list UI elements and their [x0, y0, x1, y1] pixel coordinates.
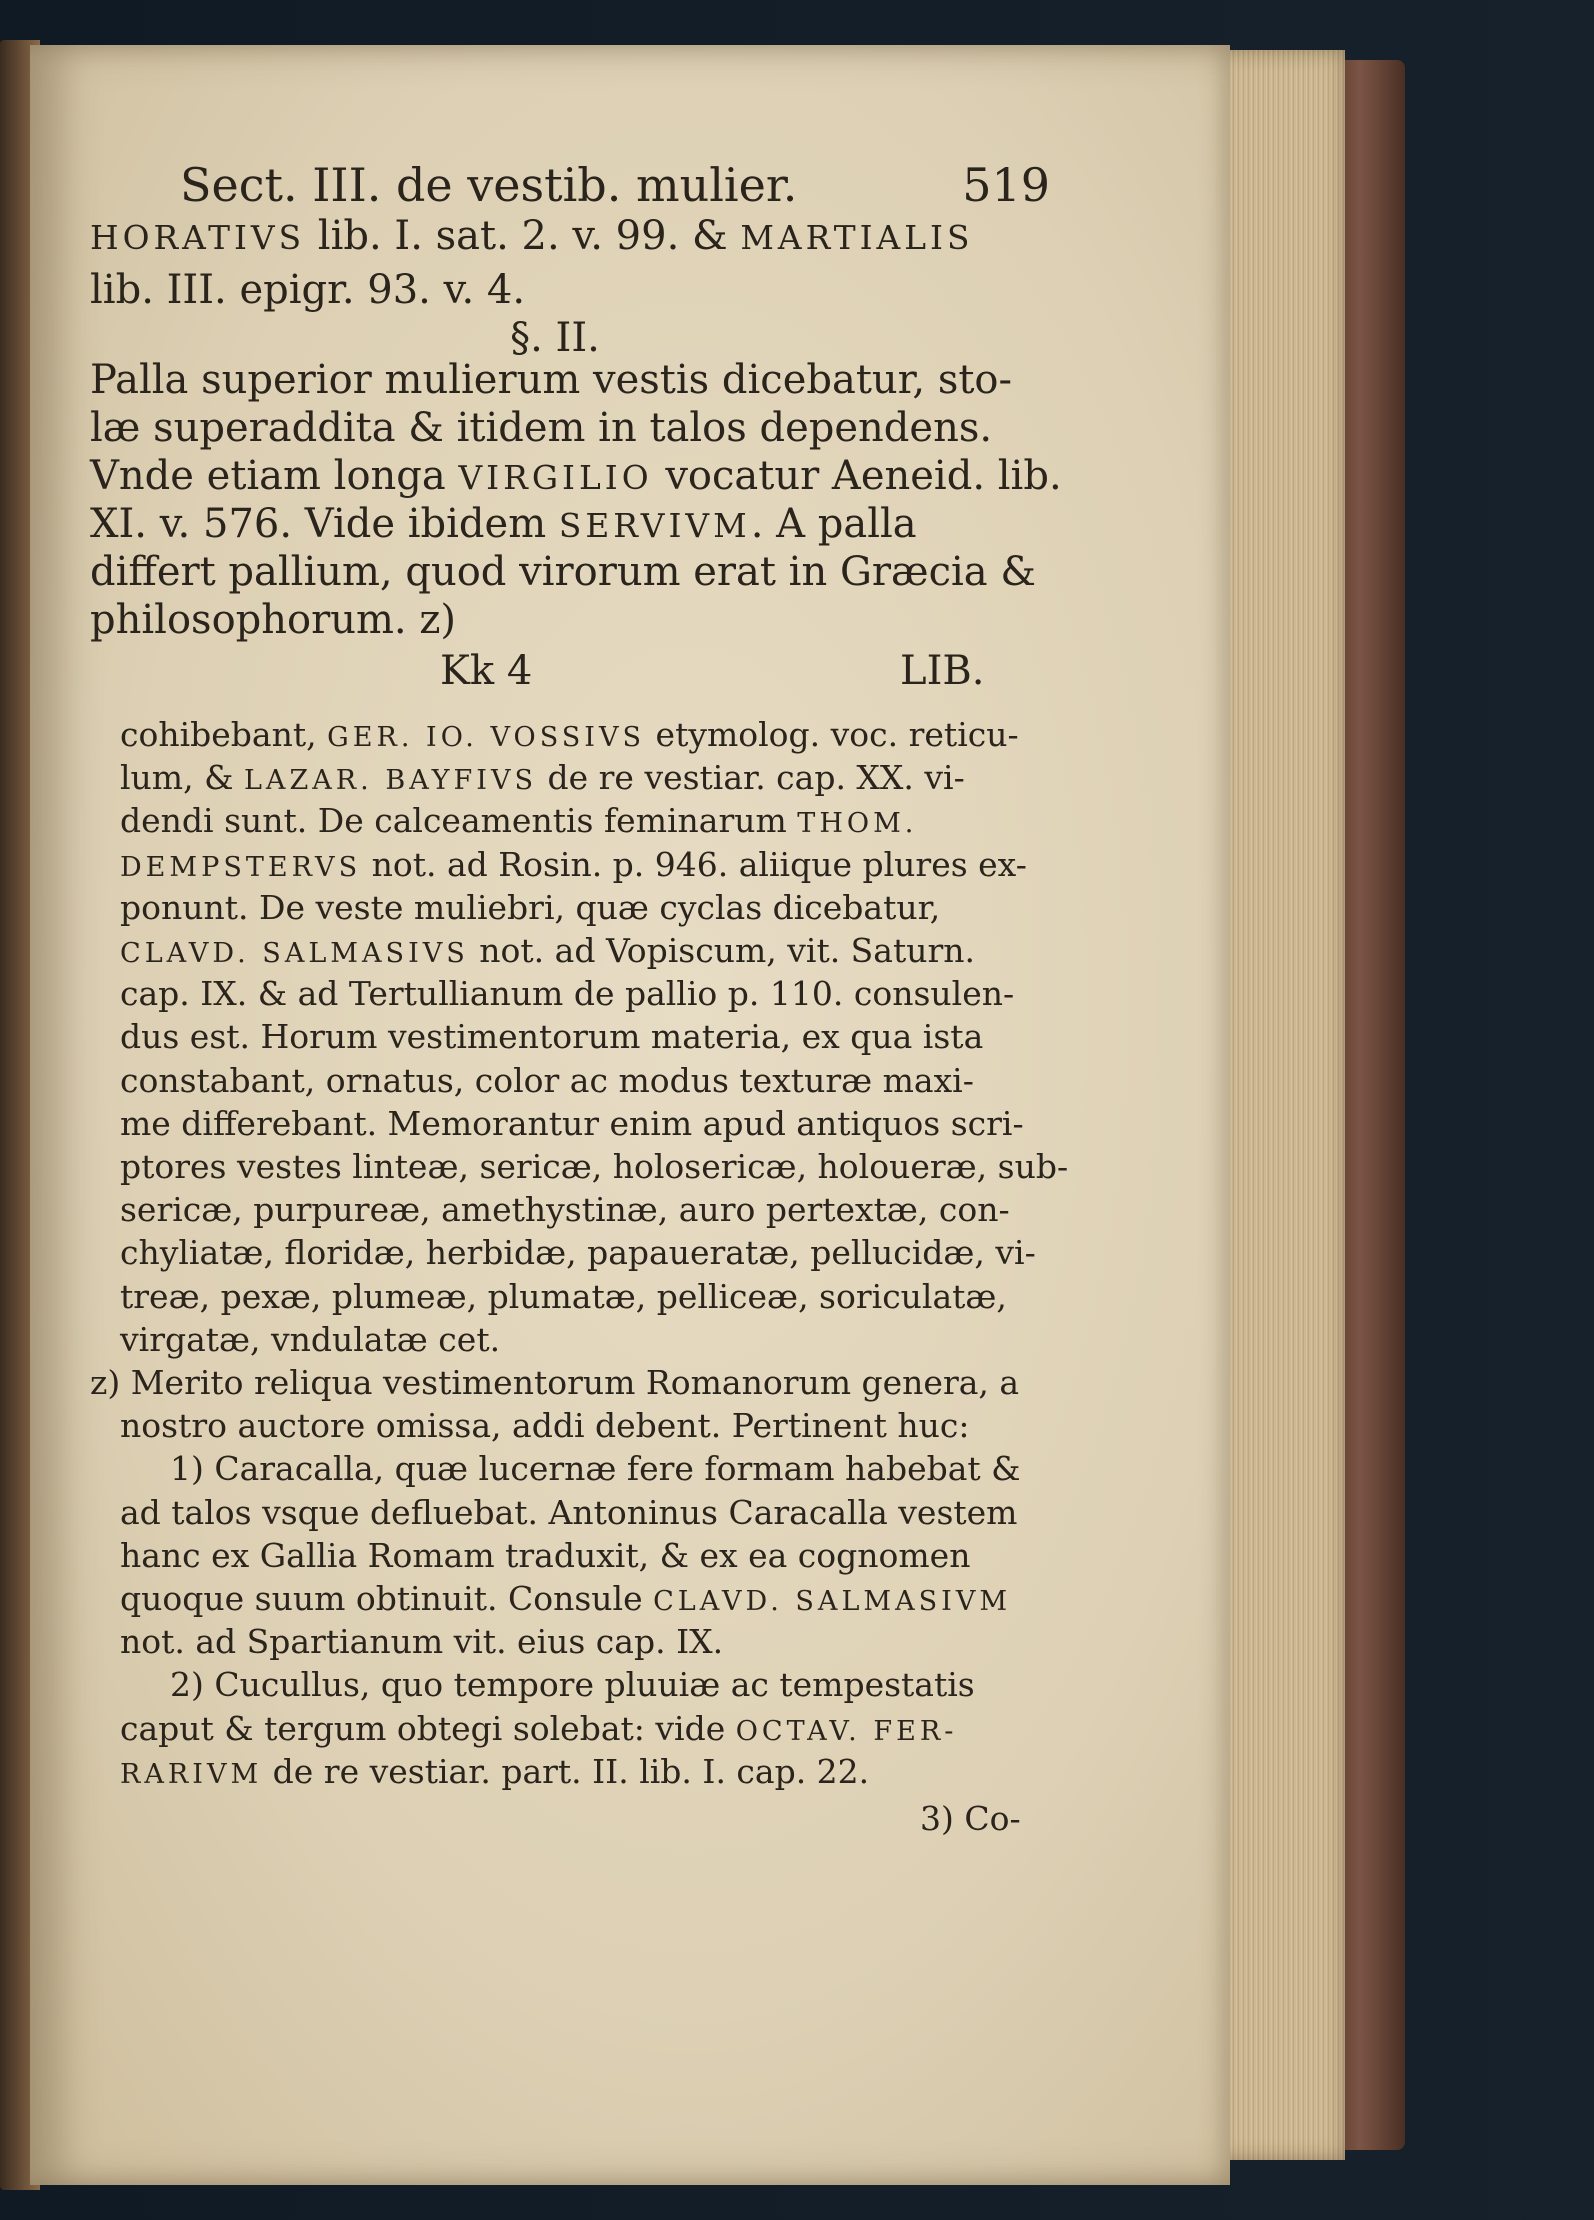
text-run: XI. v. 576. Vide ibidem [90, 501, 559, 547]
book-page [30, 45, 1230, 2185]
footnote-line [120, 931, 1020, 970]
text-run: VIRGILIO [458, 459, 653, 497]
text-run: . A palla [750, 501, 917, 547]
main-line [90, 405, 1020, 451]
text-run: GER. IO. VOSSIVS [327, 722, 646, 753]
footnote-line [120, 1233, 1036, 1272]
text-run: etymolog. voc. reticu- [645, 715, 1019, 754]
footnote-line [120, 1622, 1020, 1661]
running-header [180, 155, 1050, 215]
text-run: chyliatæ, floridæ, herbidæ, papaueratæ, pellucidæ, vi- [120, 1233, 1036, 1272]
text-run: ad talos vsque defluebat. Antoninus Caracalla vestem [120, 1493, 1018, 1532]
text-run: nostro auctore omissa, addi debent. Pertinent huc: [120, 1406, 970, 1445]
text-run: differt pallium, quod virorum erat in Græcia & [90, 549, 1036, 595]
text-run: 1) Caracalla, quæ lucernæ fere formam habebat & [170, 1449, 1021, 1488]
footnote-line [120, 1406, 1020, 1445]
main-line [90, 213, 1020, 259]
text-run: ponunt. De veste muliebri, quæ cyclas dicebatur, [120, 888, 941, 927]
main-line [90, 501, 1020, 547]
main-line [90, 315, 1020, 361]
text-run: 2) Cucullus, quo tempore pluuiæ ac tempestatis [170, 1665, 975, 1704]
text-run: de re vestiar. part. II. lib. I. cap. 22. [262, 1752, 870, 1791]
footnote-line [120, 1493, 1020, 1532]
text-run: CLAVD. SALMASIVM [653, 1586, 1012, 1617]
text-run: Palla superior mulierum vestis dicebatur, sto- [90, 357, 1013, 403]
main-line [90, 357, 1020, 403]
text-run: quoque suum obtinuit. Consule [120, 1579, 654, 1618]
text-run: lum, & [120, 758, 244, 797]
text-run: not. ad Vopiscum, vit. Saturn. [468, 931, 975, 970]
footnote-line [120, 845, 1027, 884]
text-run: ptores vestes linteæ, sericæ, holosericæ, holoueræ, sub- [120, 1147, 1069, 1186]
page-number: 519 [962, 158, 1050, 212]
footnote-line [120, 1536, 1020, 1575]
text-run: MARTIALIS [740, 219, 974, 257]
footnote-line [120, 1320, 1020, 1359]
text-run: THOM. [797, 808, 918, 839]
main-line [90, 549, 1036, 595]
main-line [90, 453, 1062, 499]
text-run: OCTAV. FER- [735, 1716, 958, 1747]
footnote-line [120, 1190, 1020, 1229]
text-run: læ superaddita & itidem in talos dependens. [90, 405, 993, 451]
footnote-line [90, 1363, 1020, 1402]
footnote-line [120, 1277, 1020, 1316]
text-run: HORATIVS [90, 219, 306, 257]
running-title: Sect. III. de vestib. mulier. [180, 158, 798, 212]
text-run: lib. I. sat. 2. v. 99. & [305, 213, 741, 259]
text-run: vocatur Aeneid. lib. [652, 453, 1062, 499]
footnote-line [120, 1104, 1024, 1143]
footnote-line [120, 715, 1020, 754]
footnote-line [120, 888, 1020, 927]
main-line [90, 267, 1020, 313]
footnote-line [170, 1449, 1070, 1488]
page-edges [1215, 50, 1345, 2160]
footnote-line [120, 1017, 1020, 1056]
footnote-line [120, 1061, 1020, 1100]
text-run: constabant, ornatus, color ac modus texturæ maxi- [120, 1061, 974, 1100]
text-run: dendi sunt. De calceamentis feminarum [120, 801, 798, 840]
main-line [90, 597, 1020, 643]
text-run: Vnde etiam longa [90, 453, 459, 499]
text-run: philosophorum. z) [90, 597, 457, 643]
signature-mark: Kk 4 [440, 648, 533, 694]
catchword: LIB. [900, 648, 985, 694]
footnote-line [120, 1752, 1020, 1791]
footnote-line [120, 801, 1020, 840]
footnote-line [120, 1579, 1020, 1618]
text-run: hanc ex Gallia Romam traduxit, & ex ea cognomen [120, 1536, 971, 1575]
footnote-line [120, 974, 1020, 1013]
text-run: sericæ, purpureæ, amethystinæ, auro pertextæ, con- [120, 1190, 1010, 1229]
footnote-catchword: 3) Co- [920, 1799, 1021, 1838]
text-run: me differebant. Memorantur enim apud antiquos scri- [120, 1104, 1024, 1143]
text-run: LAZAR. BAYFIVS [243, 765, 538, 796]
text-run: dus est. Horum vestimentorum materia, ex qua ista [120, 1017, 984, 1056]
text-run: lib. III. epigr. 93. v. 4. [90, 267, 526, 313]
text-run: de re vestiar. cap. XX. vi- [537, 758, 965, 797]
text-run: not. ad Rosin. p. 946. aliique plures ex- [361, 845, 1027, 884]
text-run: cohibebant, [120, 715, 328, 754]
footnote-line [170, 1665, 1070, 1704]
text-run: virgatæ, vndulatæ cet. [120, 1320, 501, 1359]
text-run: RARIVM [120, 1759, 263, 1790]
text-run: z) Merito reliqua vestimentorum Romanorum genera, a [90, 1363, 1020, 1402]
text-run: cap. IX. & ad Tertullianum de pallio p. 110. consulen- [120, 974, 1015, 1013]
text-run: SERVIVM [558, 507, 751, 545]
footnote-line [120, 1709, 1020, 1748]
text-run: CLAVD. SALMASIVS [120, 938, 469, 969]
text-run: not. ad Spartianum vit. eius cap. IX. [120, 1622, 724, 1661]
footnote-line [120, 758, 1020, 797]
text-run: treæ, pexæ, plumeæ, plumatæ, pelliceæ, soriculatæ, [120, 1277, 1007, 1316]
text-run: §. II. [510, 315, 600, 361]
text-run: caput & tergum obtegi solebat: vide [120, 1709, 736, 1748]
footnote-line [120, 1147, 1069, 1186]
text-run: DEMPSTERVS [120, 852, 362, 883]
